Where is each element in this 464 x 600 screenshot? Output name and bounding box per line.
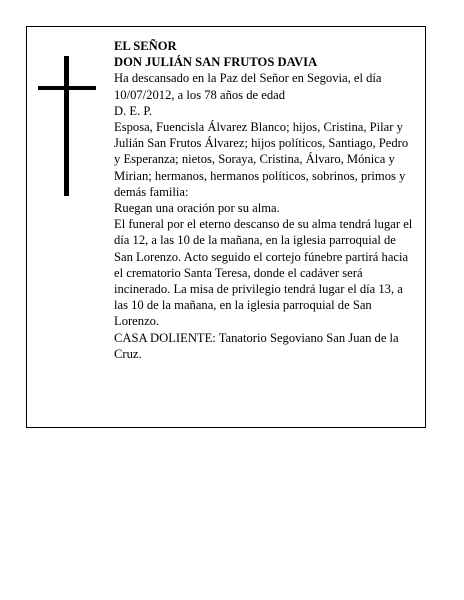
funeral-home: CASA DOLIENTE: Tanatorio Segoviano San Juan de la Cruz. <box>114 330 399 361</box>
prayer-request: Ruegan una oración por su alma. <box>114 201 280 216</box>
death-info: Ha descansado en la Paz del Señor en Segovia, el día 10/07/2012, a los 78 años de edad <box>114 71 382 102</box>
rip-line: D. E. P. <box>114 103 153 118</box>
funeral-info: El funeral por el eterno descanso de su alma tendrá lugar el día 12, a las 10 de la mañana, en la iglesia parroquial de San Lorenzo. Acto seguido el cortejo fúnebre partirá hacia el crematorio Santa Teresa, donde el cadáver será incinerado. La misa de privilegio tendrá lugar el día 13, a las 10 de la mañana, en la iglesia parroquial de San Lorenzo. <box>114 217 413 329</box>
family-list: Esposa, Fuencisla Álvarez Blanco; hijos, Cristina, Pilar y Julián San Frutos Álvarez; hijos políticos, Santiago, Pedro y Esperanza; nietos, Soraya, Cristina, Álvaro, Mónica y Mirian; hermanos, hermanos políticos, sobrinos, primos y demás familia: <box>114 120 409 199</box>
deceased-name: DON JULIÁN SAN FRUTOS DAVIA <box>114 55 318 70</box>
obituary-text <box>114 38 416 362</box>
obituary-title: EL SEÑOR <box>114 39 177 53</box>
